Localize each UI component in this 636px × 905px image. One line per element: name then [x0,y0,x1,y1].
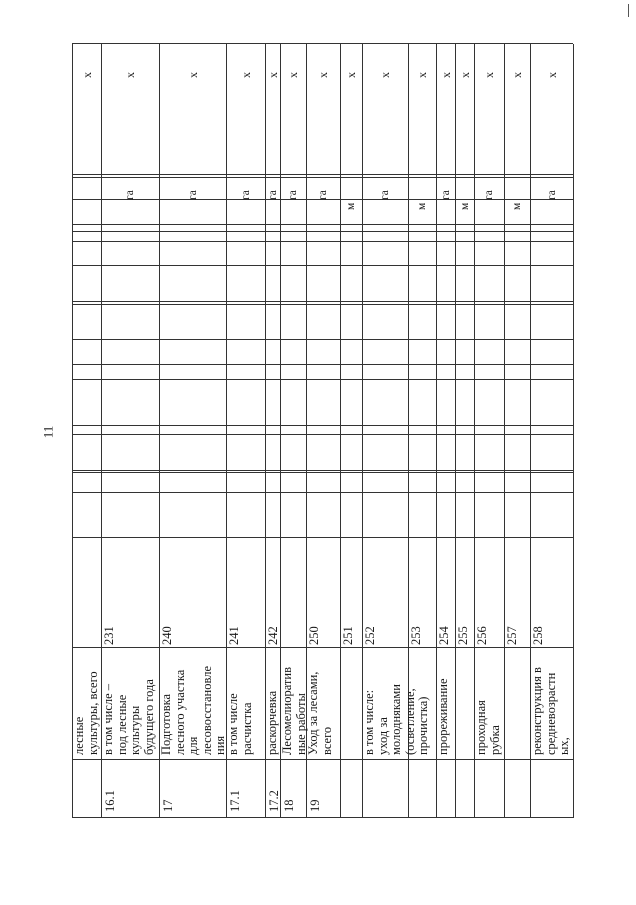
row-name: в том числе расчистка [226,693,254,755]
row-unit: га [545,190,558,200]
data-column-rule [72,304,573,305]
table-column-rule [504,44,505,818]
row-number: 19 [308,799,322,812]
table-row-rule [72,817,573,818]
row-x-mark: х [79,72,94,78]
row-unit: га [287,190,299,200]
row-x-mark: х [185,72,200,78]
row-code: 254 [437,626,451,645]
table-column-rule [455,44,456,818]
row-number: 17.1 [228,790,242,812]
row-x-mark: х [544,72,559,78]
row-name: прореживание [436,678,450,755]
data-column-rule [72,434,573,435]
table-column-rule [340,44,341,818]
row-code: 258 [531,626,545,645]
row-number: 17.2 [267,790,281,812]
row-unit: га [439,190,452,200]
row-name: Уход за лесами, всего [306,671,334,755]
row-unit: га [379,190,391,200]
row-unit: га [186,190,199,200]
row-unit: га [124,190,136,200]
row-name: реконструкция в средневозрастн ых, [530,667,571,755]
row-code: 231 [102,626,116,645]
table-row-rule [72,241,573,242]
row-code: 253 [409,626,423,645]
data-column-rule [72,537,573,538]
table-row-rule [72,379,573,380]
row-x-mark: х [415,72,429,78]
data-column-rule [72,224,573,225]
table-row-rule [72,425,573,426]
row-name: лесные культуры, всего [72,671,100,755]
table-row-rule [72,339,573,340]
row-unit: м [345,202,357,210]
row-x-mark: х [265,72,280,78]
row-code: 240 [160,626,174,645]
row-x-mark: х [510,72,524,78]
data-column-rule [72,759,573,760]
row-x-mark: х [457,72,472,78]
row-name: в том числе – под лесные культуры будущего года [101,679,156,755]
row-code: 250 [307,626,321,645]
row-unit: га [239,190,252,200]
data-column-rule [72,177,573,178]
row-code: 252 [363,626,377,645]
row-number: 17 [161,799,175,812]
row-unit: га [317,190,329,200]
table-row-rule [72,470,573,471]
row-name: в том числе: уход за молодняками (осветление, прочистка) [362,684,430,755]
row-unit: м [458,202,471,210]
row-x-mark: х [316,72,330,78]
row-x-mark: х [238,72,253,78]
table-row-rule [72,265,573,266]
data-column-rule [72,364,573,365]
row-unit: м [416,202,428,210]
row-number: 18 [282,799,296,812]
row-x-mark: х [344,72,358,78]
row-x-mark: х [378,72,392,78]
row-code: 241 [227,626,241,645]
row-name: проходная рубка [474,700,502,755]
row-x-mark: х [438,72,453,78]
row-unit: м [511,202,523,210]
page-number: 11 [40,425,56,439]
row-x-mark: х [123,72,137,78]
row-code: 256 [475,626,489,645]
row-code: 257 [505,626,519,645]
row-name: Лесомелиоратив ные работы [280,667,308,755]
row-x-mark: х [286,72,300,78]
row-name: Подготовка лесного участка для лесовосстановле ния [159,666,227,755]
row-number: 16.1 [103,790,117,812]
table-row-rule [72,231,573,232]
table-row-rule [72,174,573,175]
table-column-rule [573,44,574,818]
row-unit: га [483,190,495,200]
row-x-mark: х [482,72,496,78]
row-code: 251 [341,626,355,645]
table-row-rule [72,301,573,302]
row-code: 255 [456,626,470,645]
row-code: 242 [266,626,280,645]
row-unit: га [266,190,279,200]
data-column-rule [72,43,573,44]
row-name: раскорчевка [265,690,279,755]
table-row-rule [72,492,573,493]
data-column-rule [72,472,573,473]
